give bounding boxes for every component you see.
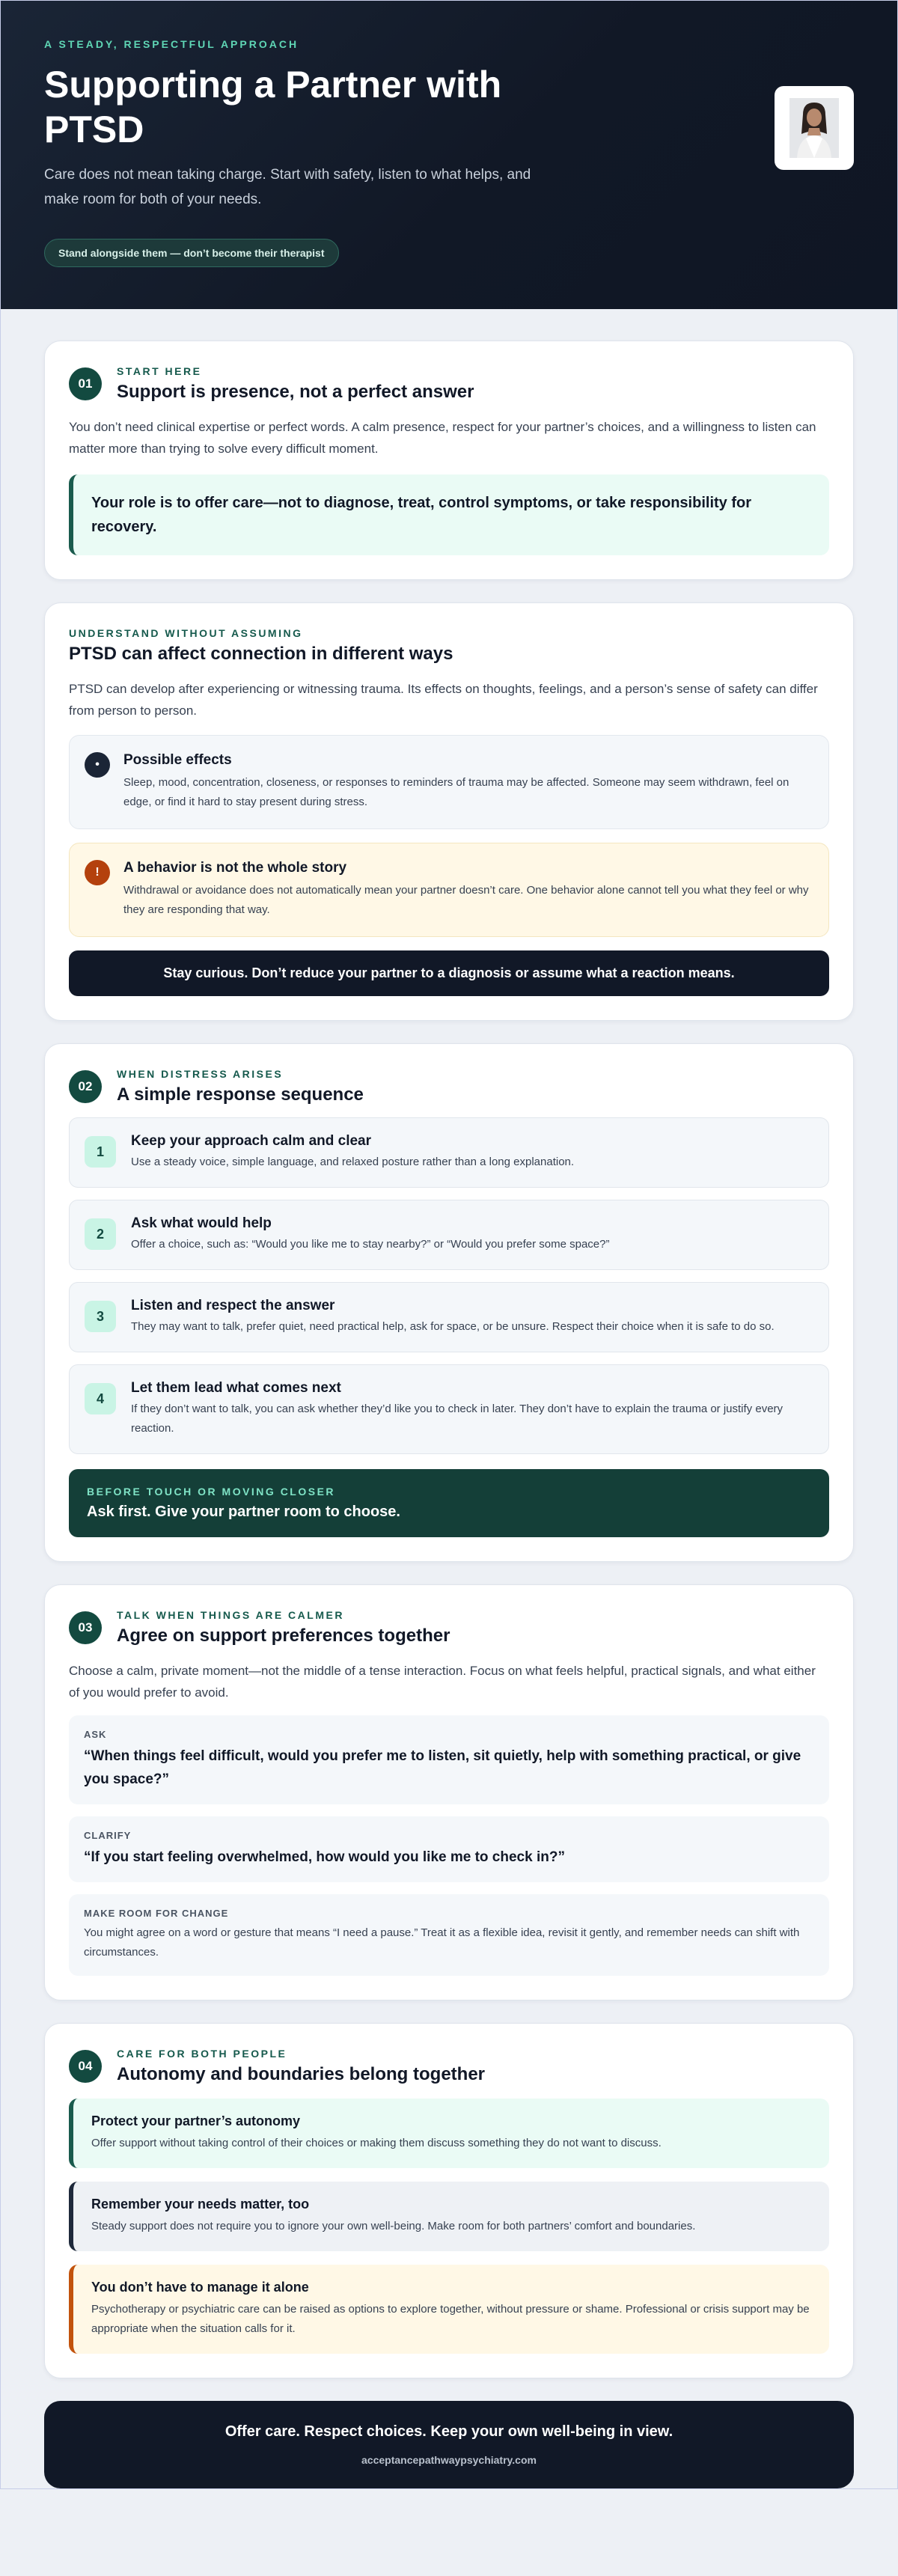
clarify-box [69, 1816, 829, 1882]
banner-text: Ask first. Give your partner room to choose. [87, 1504, 400, 1520]
box-text: Offer support without taking control of their choices or making them discuss something they do not want to discuss. [91, 2137, 662, 2149]
step-item [69, 1117, 829, 1188]
section-number-badge: 01 [69, 367, 102, 400]
section-title: Support is presence, not a perfect answer [117, 382, 474, 402]
section-number-badge: 03 [69, 1611, 102, 1644]
footer-banner [44, 2401, 854, 2488]
section-kicker: START HERE [117, 365, 202, 377]
step-number: 2 [85, 1218, 116, 1250]
footer-tagline: Offer care. Respect choices. Keep your own well-being in view. [224, 2423, 674, 2440]
section-start-here [44, 341, 854, 580]
main-content [1, 309, 897, 2378]
role-callout: Your role is to offer care—not to diagnose, treat, control symptoms, or take responsibility for recovery. [69, 474, 829, 555]
section-response-sequence [44, 1043, 854, 1562]
step-text: They may want to talk, prefer quiet, need practical help, ask for space, or be unsure. Respect their choice when it is safe to do so. [131, 1320, 775, 1333]
qa-label: ASK [84, 1729, 107, 1740]
info-text: Sleep, mood, concentration, closeness, or responses to reminders of trauma may be affected. Someone may seem withdrawn, feel on edge, or find it hard to stay present during stress. [123, 776, 789, 808]
section-header [69, 1609, 829, 1646]
change-box [69, 1894, 829, 1976]
exclamation-icon: ! [85, 860, 110, 885]
autonomy-box [69, 2099, 829, 2168]
step-number: 1 [85, 1136, 116, 1168]
step-number: 4 [85, 1383, 116, 1414]
box-title: Protect your partner’s autonomy [91, 2113, 301, 2128]
ask-first-banner [69, 1469, 829, 1537]
hero-pill-badge: Stand alongside them — don’t become their therapist [44, 239, 339, 267]
ask-box [69, 1715, 829, 1804]
section-preferences [44, 1584, 854, 2000]
stay-curious-banner: Stay curious. Don’t reduce your partner to a diagnosis or assume what a reaction means. [69, 950, 829, 996]
box-text: Psychotherapy or psychiatric care can be raised as options to explore together, without pressure or shame. Professional or crisis support may be appropriate when the situation calls for it. [91, 2303, 810, 2335]
step-item [69, 1200, 829, 1270]
section-body: Choose a calm, private moment—not the middle of a tense interaction. Focus on what feels helpful, practical signals, and what either of you would prefer to avoid. [69, 1664, 816, 1700]
section-number-badge: 02 [69, 1070, 102, 1103]
section-kicker: CARE FOR BOTH PEOPLE [117, 2048, 287, 2060]
section-understand [44, 602, 854, 1021]
not-alone-box [69, 2265, 829, 2354]
avatar [775, 86, 854, 170]
section-header [69, 2048, 829, 2085]
section-title: A simple response sequence [117, 1084, 364, 1105]
section-body: PTSD can develop after experiencing or witnessing trauma. Its effects on thoughts, feelings, and a person’s sense of safety can differ from person to person. [69, 682, 818, 718]
hero-eyebrow: A STEADY, RESPECTFUL APPROACH [44, 38, 299, 50]
hero-section [1, 1, 897, 309]
info-title: A behavior is not the whole story [123, 860, 347, 876]
section-body: You don’t need clinical expertise or perfect words. A calm presence, respect for your partner’s choices, and a willingness to listen can matter more than trying to solve every difficult moment. [69, 420, 816, 456]
qa-label: MAKE ROOM FOR CHANGE [84, 1908, 229, 1919]
section-kicker: TALK WHEN THINGS ARE CALMER [117, 1609, 344, 1621]
step-text: If they don’t want to talk, you can ask whether they’d like you to check in later. They don’t have to explain the trauma or justify every reaction. [131, 1403, 784, 1435]
section-kicker: UNDERSTAND WITHOUT ASSUMING [69, 627, 303, 639]
section-title: Agree on support preferences together [117, 1626, 450, 1646]
hero-subtitle: Care does not mean taking charge. Start with safety, listen to what helps, and make room for both of your needs. [44, 167, 531, 207]
portrait-photo-icon [789, 98, 839, 158]
qa-description: You might agree on a word or gesture that means “I need a pause.” Treat it as a flexible idea, revisit it gently, and remember needs can shift with circumstances. [84, 1926, 800, 1959]
page-title: Supporting a Partner with PTSD [44, 64, 502, 150]
step-title: Ask what would help [131, 1215, 272, 1231]
step-text: Use a steady voice, simple language, and relaxed posture rather than a long explanation. [131, 1156, 575, 1168]
your-needs-box [69, 2182, 829, 2251]
step-item [69, 1364, 829, 1454]
qa-question: “If you start feeling overwhelmed, how would you like me to check in?” [84, 1849, 565, 1865]
step-item [69, 1282, 829, 1352]
box-text: Steady support does not require you to ignore your own well-being. Make room for both partners’ comfort and boundaries. [91, 2220, 696, 2232]
box-title: You don’t have to manage it alone [91, 2280, 309, 2295]
section-title: PTSD can affect connection in different ways [69, 644, 453, 664]
step-text: Offer a choice, such as: “Would you like me to stay nearby?” or “Would you prefer some space?” [131, 1238, 610, 1251]
possible-effects-box [69, 735, 829, 829]
qa-label: CLARIFY [84, 1830, 132, 1841]
section-kicker: WHEN DISTRESS ARISES [117, 1068, 284, 1080]
behavior-warning-box [69, 843, 829, 937]
section-header [69, 365, 829, 403]
section-header [69, 1068, 829, 1105]
banner-kicker: BEFORE TOUCH OR MOVING CLOSER [87, 1486, 336, 1498]
section-autonomy [44, 2023, 854, 2378]
step-title: Keep your approach calm and clear [131, 1133, 372, 1149]
step-number: 3 [85, 1301, 116, 1332]
dot-icon: • [85, 752, 110, 778]
info-text: Withdrawal or avoidance does not automatically mean your partner doesn’t care. One behavior alone cannot tell you what they feel or why they are responding that way. [123, 884, 809, 916]
footer-url: acceptancepathwaypsychiatry.com [361, 2454, 537, 2466]
box-title: Remember your needs matter, too [91, 2197, 310, 2212]
info-title: Possible effects [123, 752, 232, 768]
section-number-badge: 04 [69, 2050, 102, 2083]
step-title: Let them lead what comes next [131, 1380, 341, 1396]
qa-question: “When things feel difficult, would you prefer me to listen, sit quietly, help with something practical, or give you space?” [84, 1748, 801, 1787]
step-title: Listen and respect the answer [131, 1298, 335, 1313]
section-title: Autonomy and boundaries belong together [117, 2064, 485, 2084]
